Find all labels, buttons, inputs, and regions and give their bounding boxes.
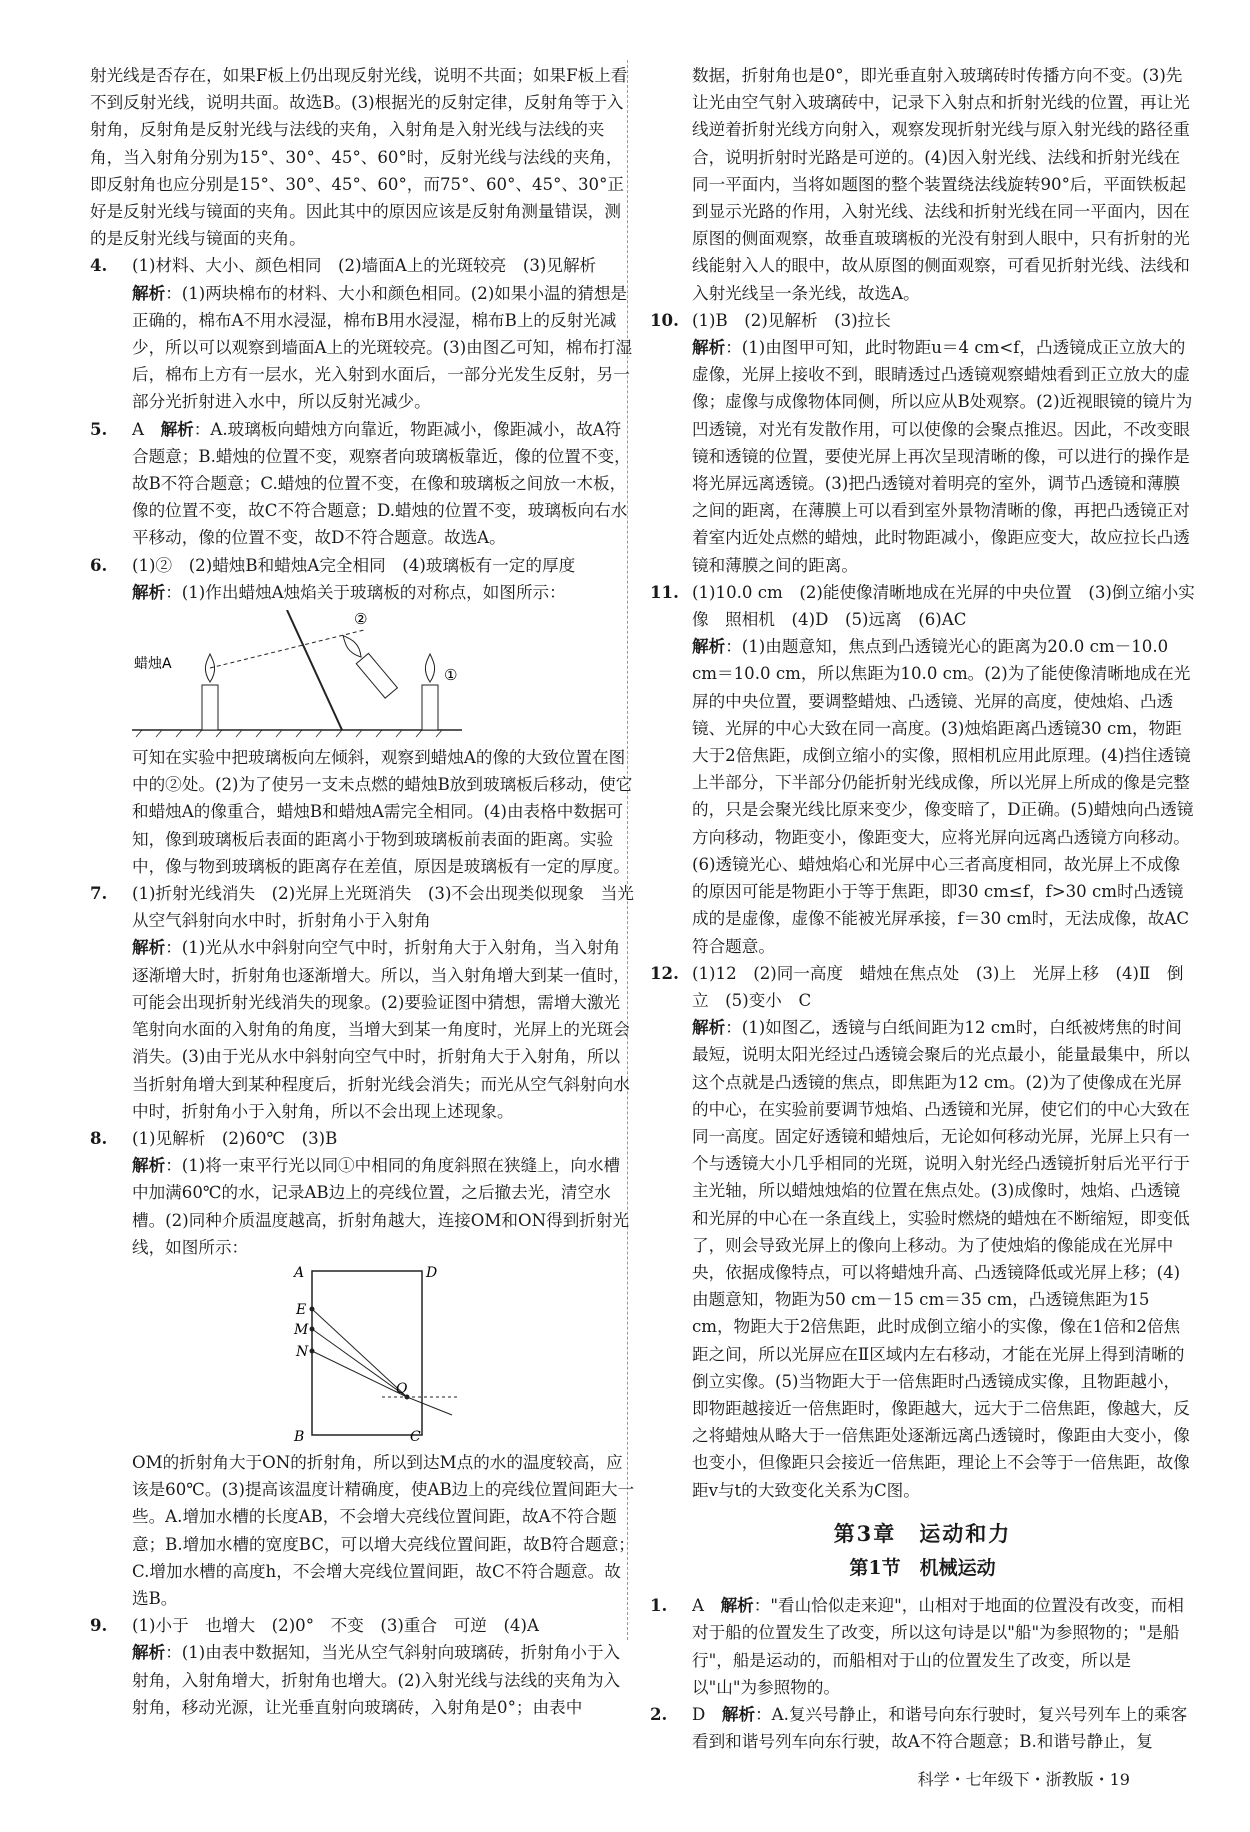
point-label-O: O [396,1380,408,1397]
analysis-text: ：(1)作出蜡烛A烛焰关于玻璃板的对称点，如图所示： [165,582,566,602]
vertex-label-B: B [294,1428,305,1445]
vertex-label-D: D [426,1264,438,1281]
vertex-label-A: A [294,1264,305,1281]
page-footer [0,1767,1250,1790]
answer: (1)折射光线消失 (2)光屏上光斑消失 (3)不会出现类似现象 当光从空气斜射向水中时，折射角小于入射角 [132,884,634,931]
continued-text: 射光线是否存在，如果F板上仍出现反射光线，说明不共面；如果F板上看不到反射光线，说明共面。故选B。(3)根据光的反射定律，反射角等于入射角，反射角是反射光线与法线的夹角，入射角是入射光线与法线的夹角，当入射角分别为15°、30°、45°、60°时，反射光线与法线的夹角，即反射角也应分别是15°、30°、45°、60°，而75°、60°、45°、30°正好是反射光线与镜面的夹角。因此其中的原因应该是反射角测量错误，测的是反射光线与镜面的夹角。 [90,66,628,249]
analysis-text: ：(1)如图乙，透镜与白纸间距为12 cm时，白纸被烤焦的时间最短，说明太阳光经过凸透镜会聚后的光点最小，能量最集中，所以这个点就是凸透镜的焦点，即焦距为12 cm。(2)为了使像成在光屏的中心，在实验前要调节烛焰、凸透镜和光屏，使它们的中心大致在同一高度。固定好透镜和蜡烛后，无论如何移动光屏，光屏上只有一个与透镜大小几乎相同的光斑，说明入射光经凸透镜折射后光平行于主光轴，所以蜡烛烛焰的位置在焦点处。(3)成像时，烛焰、凸透镜和光屏的中心在一条直线上，实验时燃烧的蜡烛在不断缩短，即变低了，则会导致光屏上的像向上移动。为了使烛焰的像能成在光屏中央，依据成像特点，可以将蜡烛升高、凸透镜降低或光屏上移；(4)由题意知，物距为50 cm－15 cm＝35 cm，凸透镜焦距为15 cm，物距大于2倍焦距，此时成倒立缩小的实像，像在1倍和2倍焦距之间，所以光屏应在Ⅱ区域内左右移动，才能在光屏上得到清晰的倒立实像。(5)当物距大于一倍焦距时凸透镜成实像，且物距越小，即物距越接近一倍焦距时，像距越大，远大于二倍焦距，像越大，反之将蜡烛从略大于一倍焦距处逐渐远离凸透镜时，像距由大变小，像也变小，但像距只会接近一倍焦距，理论上不会等于一倍焦距，故像距v与t的大致变化关系为C图。 [692,1018,1190,1500]
answer: (1)10.0 cm (2)能使像清晰地成在光屏的中央位置 (3)倒立缩小实像 照相机 (4)D (5)远离 (6)AC [692,582,1195,630]
analysis-label: 解析 [720,1595,754,1616]
left-column [90,62,635,1721]
answer: A [692,1596,721,1616]
point-label-E: E [296,1301,307,1318]
analysis-text: ："看山恰似走来迎"，山相对于地面的位置没有改变，而相对于船的位置发生了改变，所以这句诗是以"船"为参照物的；"是船行"，船是运动的，而船相对于山的位置发生了改变，所以是以"山"为参照物的。 [692,1596,1184,1697]
analysis-label: 解析 [692,636,726,657]
question-9 [90,1612,635,1721]
analysis-text: ：(1)两块棉布的材料、大小和颜色相同。(2)如果小温的猜想是正确的，棉布A不用水浸湿，棉布B用水浸湿，棉布B上的反射光减少，所以可以观察到墙面A上的光斑较亮。(3)由图乙可知，棉布打湿后，棉布上方有一层水，光入射到水面后，一部分光发生反射，另一部分光折射进入水中，所以反射光减少。 [132,283,633,412]
question-number: 6. [90,554,108,575]
position-2-label: ② [354,610,368,629]
candle-mirror-figure [132,610,462,740]
analysis-text: 可知在实验中把玻璃板向左倾斜，观察到蜡烛A的像的大致位置在图中的②处。(2)为了使另一支未点燃的蜡烛B放到玻璃板后移动，使它和蜡烛A的像重合，蜡烛B和蜡烛A需完全相同。(4)由表格中数据可知，像到玻璃板后表面的距离小于物到玻璃板前表面的距离。实验中，像与物到玻璃板的距离存在差值，原因是玻璃板有一定的厚度。 [132,748,633,876]
answer: (1)材料、大小、颜色相同 (2)墙面A上的光斑较亮 (3)见解析 [132,256,597,276]
section-question-2 [650,1701,1195,1755]
question-number: 10. [650,309,679,330]
analysis-text: ：(1)将一束平行光以同①中相同的角度斜照在狭缝上，向水槽中加满60℃的水，记录AB边上的亮线位置，之后撤去光，清空水槽。(2)同种介质温度越高，折射角越大，连接OM和ON得到折射光线，如图所示： [132,1156,630,1257]
question-number: 1. [650,1595,668,1616]
continued-text: 数据，折射角也是0°，即光垂直射入玻璃砖时传播方向不变。(3)先让光由空气射入玻璃砖中，记录下入射点和折射光线的位置，再让光线逆着折射光线方向射入，观察发现折射光线与原入射光线的路径重合，说明折射时光路是可逆的。(4)因入射光线、法线和折射光线在同一平面内，当将如题图的整个装置绕法线旋转90°后，平面铁板起到显示光路的作用，入射光线、法线和折射光线在同一平面内，因在原图的侧面观察，故垂直玻璃板的光没有射到人眼中，只有折射的光线能射入人的眼中，故从原图的侧面观察，可看见折射光线、法线和入射光线呈一条光线，故选A。 [692,66,1190,303]
question-8 [90,1125,635,1612]
answer: D [692,1704,722,1724]
analysis-label: 解析 [160,418,194,439]
analysis-text: ：A.玻璃板向蜡烛方向靠近，物距减小，像距减小，故A符合题意；B.蜡烛的位置不变，观察者向玻璃板靠近，像的位置不变，故B不符合题意；C.蜡烛的位置不变，在像和玻璃板之间放一木板，像的位置不变，故C不符合题意；D.蜡烛的位置不变，玻璃板向右水平移动，像的位置不变，故D不符合题意。故选A。 [132,419,631,548]
analysis-label: 解析 [692,1017,726,1038]
question-12 [650,960,1195,1504]
analysis-text: ：(1)光从水中斜射向空气中时，折射角大于入射角，当入射角逐渐增大时，折射角也逐渐增大。所以，当入射角增大到某一值时，可能会出现折射光线消失的现象。(2)要验证图中猜想，需增大激光笔射向水面的入射角的角度，当增大到某一角度时，光屏上的光斑会消失。(3)由于光从水中斜射向空气中时，折射角大于入射角，所以当折射角增大到某种程度后，折射光线会消失；而光从空气斜射向水中时，折射角小于入射角，所以不会出现上述现象。 [132,938,630,1121]
question-7 [90,880,635,1125]
question-10 [650,307,1195,579]
question-4 [90,252,635,415]
question-11 [650,579,1195,960]
analysis-label: 解析 [132,937,166,958]
analysis-text: ：A.复兴号静止，和谐号向东行驶时，复兴号列车上的乘客看到和谐号列车向东行驶，故A不符合题意；B.和谐号静止，复 [692,1704,1188,1752]
footer-text: 科学・七年级下・浙教版・19 [917,1770,1130,1789]
right-column [650,62,1195,1755]
answer: (1)② (2)蜡烛B和蜡烛A完全相同 (4)玻璃板有一定的厚度 [132,555,576,575]
analysis-label: 解析 [132,581,166,602]
section-title: 第1节 机械运动 [849,1556,996,1579]
candle-label: 蜡烛A [134,656,172,673]
question-number: 2. [650,1703,668,1724]
vertex-label-C: C [410,1428,421,1445]
question-number: 9. [90,1615,108,1636]
chapter-title: 第3章 运动和力 [833,1520,1012,1546]
question-number: 7. [90,883,108,904]
analysis-label: 解析 [692,337,726,358]
question-number: 11. [650,581,679,602]
point-label-M: M [294,1321,309,1338]
analysis-label: 解析 [132,1642,166,1663]
analysis-text: ：(1)由图甲可知，此时物距u＝4 cm<f，凸透镜成正立放大的虚像，光屏上接收不到，眼睛透过凸透镜观察蜡烛看到正立放大的虚像；虚像与成像物体同侧，所以应从B处观察。(2)近视眼镜的镜片为凹透镜，对光有发散作用，可以使像的会聚点推迟。因此，不改变眼镜和透镜的位置，要使光屏上再次呈现清晰的像，可以进行的操作是将光屏远离透镜。(3)把凸透镜对着明亮的室外，调节凸透镜和薄膜之间的距离，在薄膜上可以看到室外景物清晰的像，再把凸透镜正对着室内近处点燃的蜡烛，此时物距减小，像距应变大，故应拉长凸透镜和薄膜之间的距离。 [692,338,1193,575]
answer: (1)12 (2)同一高度 蜡烛在焦点处 (3)上 光屏上移 (4)Ⅱ 倒立 (5)变小 C [692,963,1184,1010]
analysis-label: 解析 [721,1703,756,1724]
question-6 [90,552,635,880]
position-1-label: ① [444,666,458,685]
answer: (1)小于 也增大 (2)0° 不变 (3)重合 可逆 (4)A [132,1616,539,1636]
analysis-text: ：(1)由题意知，焦点到凸透镜光心的距离为20.0 cm－10.0 cm＝10.0 cm，所以焦距为10.0 cm。(2)为了能使像清晰地成在光屏的中央位置，要调整蜡烛、凸透镜、光屏的高度，使烛焰、凸透镜、光屏的中心大致在同一高度。(3)烛焰距离凸透镜30 cm，物距大于2倍焦距，成倒立缩小的实像，照相机应用此原理。(4)挡住透镜上半部分，下半部分仍能折射光线成像，所以光屏上所成的像是完整的，只是会聚光线比原来变少，像变暗了，D正确。(5)蜡烛向凸透镜方向移动，物距变小，像距变大，应将光屏向远离凸透镜方向移动。(6)透镜光心、蜡烛焰心和光屏中心三者高度相同，故光屏上不成像的原因可能是物距小于等于焦距，即30 cm≤f，f>30 cm时凸透镜成的是虚像，虚像不能被光屏承接，f＝30 cm时，无法成像，故AC符合题意。 [692,637,1194,956]
analysis-label: 解析 [132,1155,166,1176]
section-question-1 [650,1592,1195,1701]
question-number: 8. [90,1127,108,1148]
water-tank-figure [282,1265,482,1445]
answer: A [132,419,161,439]
answer: (1)见解析 (2)60℃ (3)B [132,1128,338,1148]
analysis-label: 解析 [132,282,166,303]
question-number: 12. [650,962,679,983]
question-5 [90,416,635,552]
question-number: 5. [90,418,108,439]
analysis-text: OM的折射角大于ON的折射角，所以到达M点的水的温度较高，应该是60℃。(3)提高该温度计精确度，使AB边上的亮线位置间距大一些。A.增加水槽的长度AB，不会增大亮线位置间距，故A不符合题意；B.增加水槽的宽度BC，可以增大亮线位置间距，故B符合题意；C.增加水槽的高度h，不会增大亮线位置间距，故C不符合题意。故选B。 [132,1452,635,1608]
question-number: 4. [90,255,108,276]
point-label-N: N [296,1343,309,1360]
answer: (1)B (2)见解析 (3)拉长 [692,310,891,330]
analysis-text: ：(1)由表中数据知，当光从空气斜射向玻璃砖，折射角小于入射角，入射角增大，折射角也增大。(2)入射光线与法线的夹角为入射角，移动光源，让光垂直射向玻璃砖，入射角是0°；由表中 [132,1643,621,1717]
